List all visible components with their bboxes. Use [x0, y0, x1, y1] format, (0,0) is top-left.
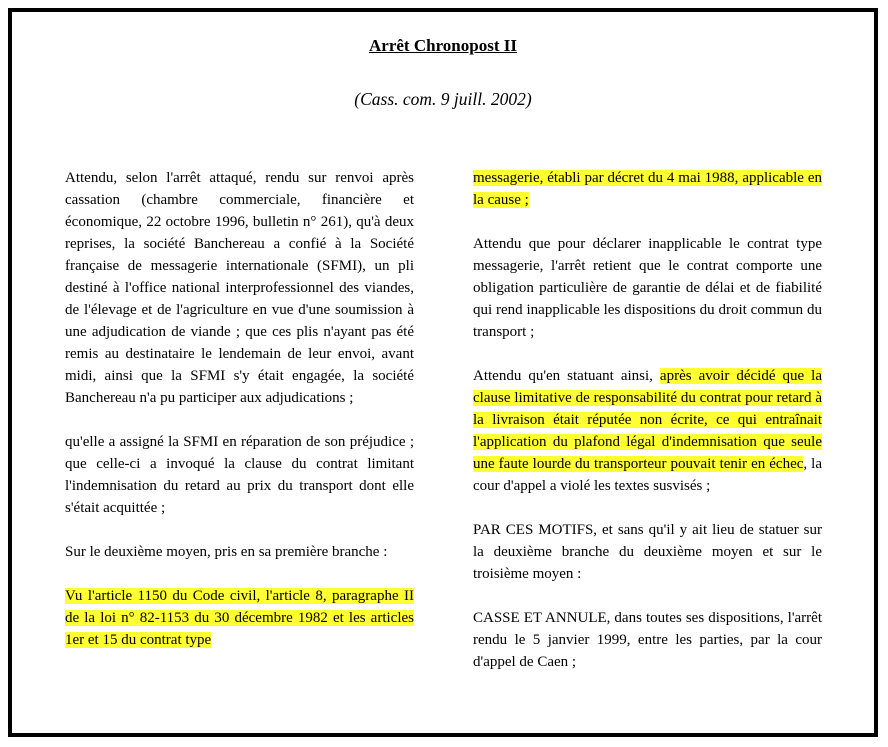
highlight-visa: Vu l'article 1150 du Code civil, l'article 8, paragraphe II de la loi n° 82-1153 du 30 décembre 1982 et les articles 1er et 15 du contrat type: [65, 588, 414, 648]
paragraph-visa: [65, 585, 414, 651]
holding-lead: Attendu qu'en statuant ainsi,: [473, 368, 660, 384]
paragraph-dispositif: CASSE ET ANNULE, dans toutes ses dispositions, l'arrêt rendu le 5 janvier 1999, entre les parties, par la cour d'appel de Caen ;: [473, 610, 822, 670]
paragraph-visa-continued: [473, 167, 822, 211]
holding-tail: , la cour d'appel a violé les textes susvisés ;: [473, 456, 823, 494]
document-frame: [8, 8, 878, 737]
left-column: [65, 167, 414, 673]
paragraph-holding: [473, 365, 822, 497]
document-citation: (Cass. com. 9 juill. 2002): [354, 89, 532, 109]
paragraph-claim: qu'elle a assigné la SFMI en réparation de son préjudice ; que celle-ci a invoqué la clause du contrat limitant l'indemnisation du retard au prix du transport dont elle s'était acquittée ;: [65, 434, 414, 516]
right-column: [473, 167, 822, 695]
paragraph-facts: Attendu, selon l'arrêt attaqué, rendu sur renvoi après cassation (chambre commerciale, financière et économique, 22 octobre 1996, bulletin n° 261), qu'à deux reprises, la société Banchereau a confié à la Société française de messagerie internationale (SFMI), un pli destiné à l'office national interprofessionnel des viandes, de l'élevage et de l'agriculture en vue d'une soumission à une adjudication de viande ; que ces plis n'ayant pas été remis au destinataire le lendemain de leur envoi, avant midi, ainsi que la SFMI s'y était engagée, la société Banchereau n'a pu participer aux adjudications ;: [65, 170, 414, 406]
paragraph-motifs: PAR CES MOTIFS, et sans qu'il y ait lieu de statuer sur la deuxième branche du deuxième moyen et sur le troisième moyen :: [473, 522, 822, 582]
paragraph-lower-court-reasoning: Attendu que pour déclarer inapplicable le contrat type messagerie, l'arrêt retient que le contrat comporte une obligation particulière de garantie de délai et de fiabilité qui rend inapplicable les dispositions du droit commun du transport ;: [473, 236, 822, 340]
document-title: Arrêt Chronopost II: [369, 36, 517, 55]
highlight-visa-continued: messagerie, établi par décret du 4 mai 1988, applicable en la cause ;: [473, 170, 822, 208]
highlight-holding: après avoir décidé que la clause limitative de responsabilité du contrat pour retard à la livraison était réputée non écrite, ce qui entraînait l'application du plafond légal d'indemnisation que seule une faute lourde du transporteur pouvait tenir en échec: [473, 368, 823, 472]
paragraph-moyen: Sur le deuxième moyen, pris en sa première branche :: [65, 544, 388, 560]
